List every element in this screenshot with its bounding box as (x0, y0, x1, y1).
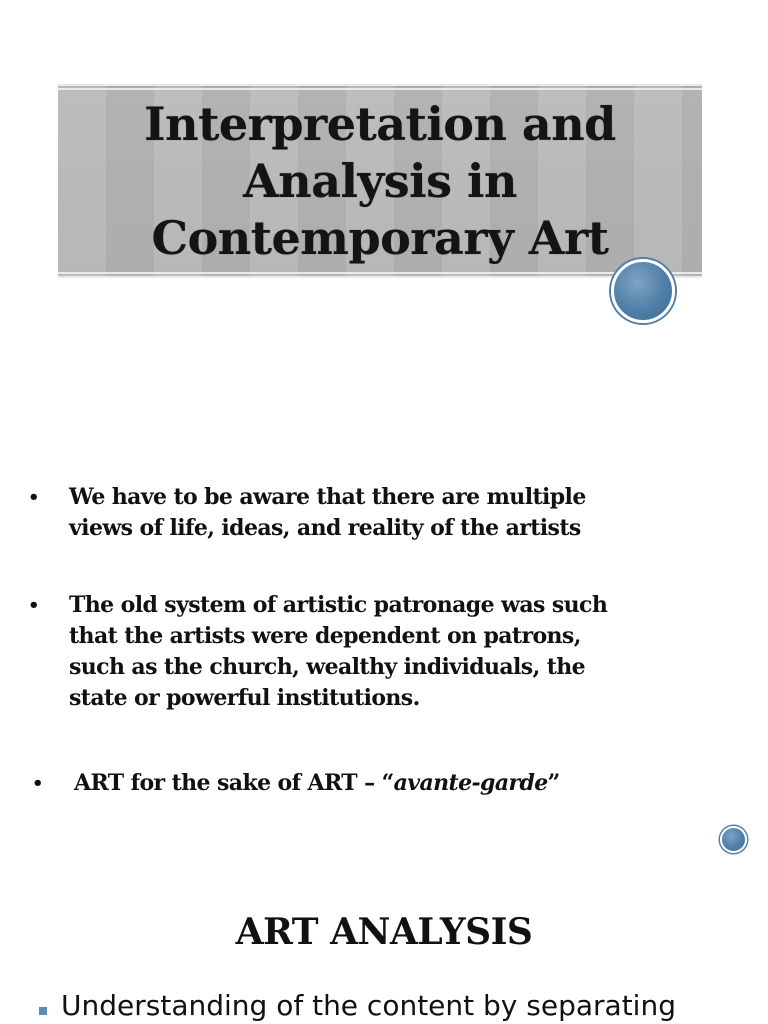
analysis-bullet-text: Understanding of the content by separating (61, 989, 676, 1022)
bullet-text (69, 482, 759, 544)
bullet-line: The old system of artistic patronage was such (69, 592, 608, 618)
square-bullet-icon (39, 1007, 47, 1015)
bullet-line: We have to be aware that there are multiple (69, 484, 586, 510)
analysis-title: ART ANALYSIS (235, 911, 533, 953)
slide-title (58, 96, 702, 267)
bullets-slide (0, 440, 768, 870)
bullet-dot-icon: • (28, 487, 40, 508)
decorative-circle-icon (720, 826, 747, 853)
decorative-circle-icon (611, 259, 675, 323)
bullet-line: that the artists were dependent on patrons, (69, 623, 581, 649)
title-line-3: Contemporary Art (151, 211, 609, 265)
bullet-line: state or powerful institutions. (69, 685, 420, 711)
bullet-line: views of life, ideas, and reality of the artists (69, 515, 581, 541)
bullet-dot-icon: • (28, 595, 40, 616)
bullet-prefix: ART for the sake of ART – “ (74, 770, 394, 796)
bullet-text (69, 590, 759, 714)
title-banner (58, 84, 702, 278)
title-slide (0, 0, 768, 440)
bullet-italic: avante-garde (393, 770, 548, 796)
analysis-slide (0, 870, 768, 1024)
bullet-suffix: ” (547, 770, 560, 796)
bullet-text (74, 768, 764, 799)
bullet-dot-icon: • (32, 773, 44, 794)
title-line-1: Interpretation and (144, 97, 616, 151)
bullet-line: such as the church, wealthy individuals, the (69, 654, 586, 680)
title-line-2: Analysis in (243, 154, 517, 208)
